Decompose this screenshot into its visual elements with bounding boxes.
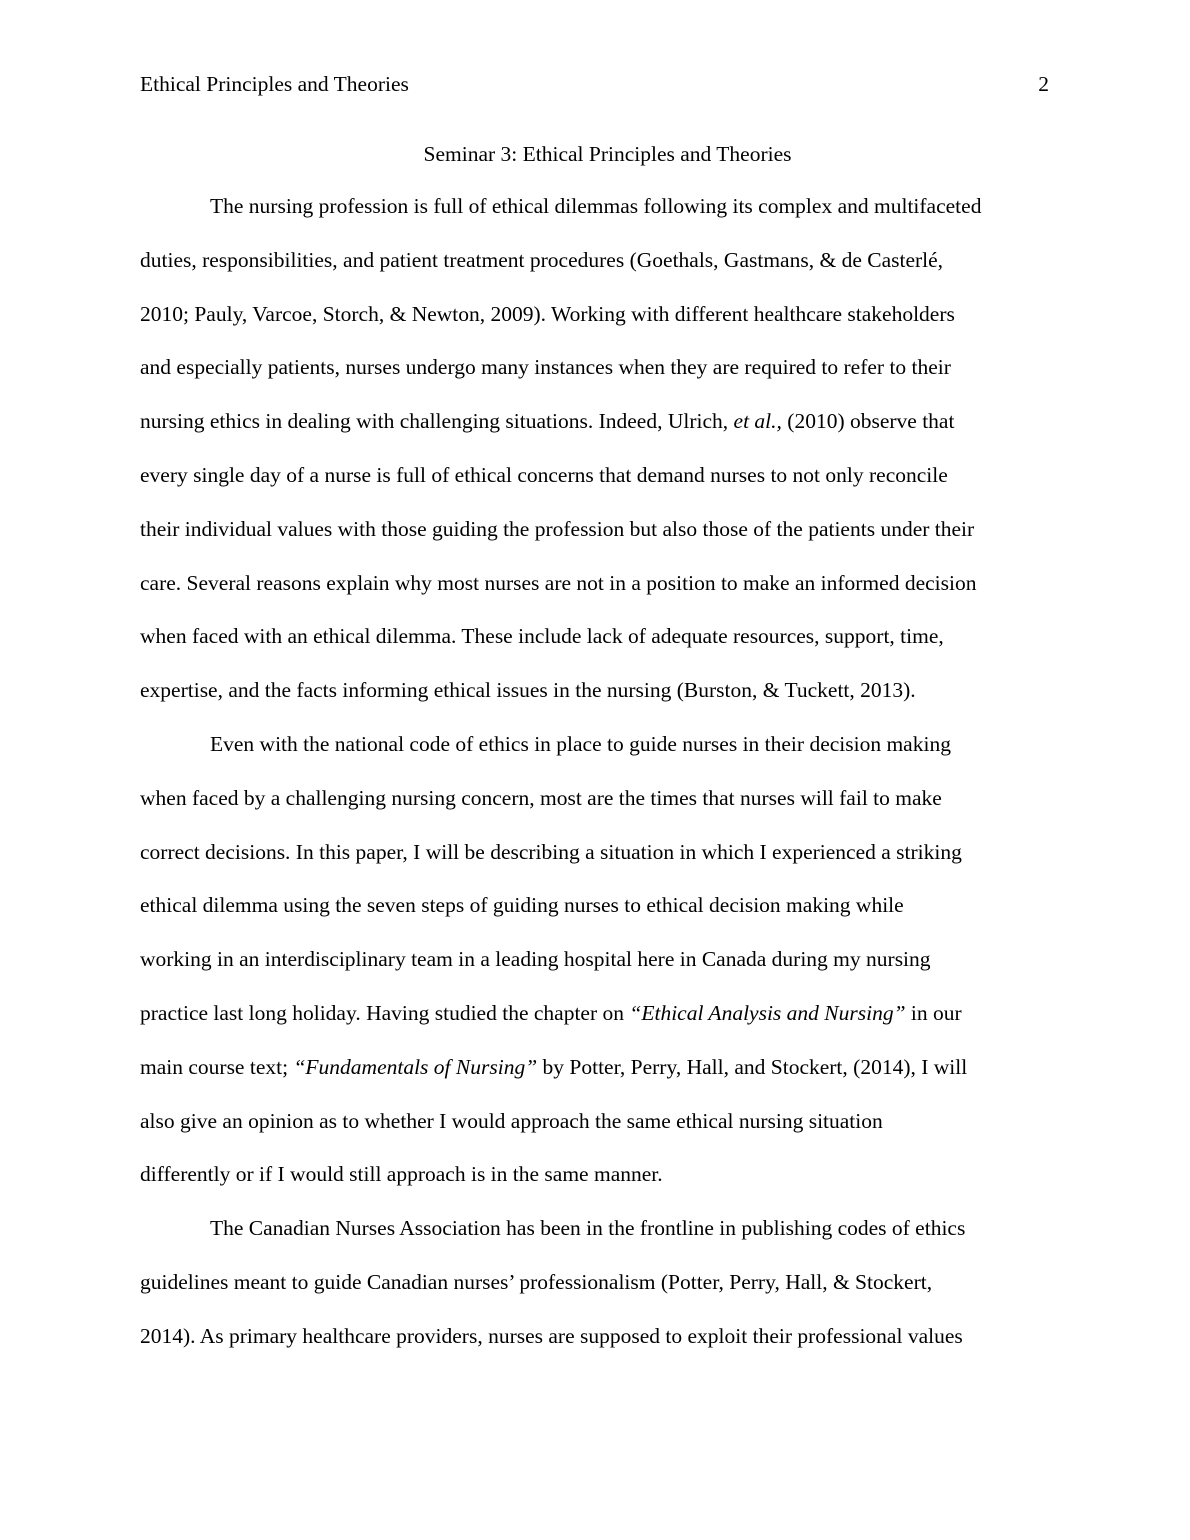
text-line	[140, 1202, 1060, 1256]
body-text	[140, 180, 1060, 1364]
text-segment: 2014). As primary healthcare providers, nurses are supposed to exploit their professional values	[140, 1323, 963, 1348]
text-segment: also give an opinion as to whether I would approach the same ethical nursing situation	[140, 1108, 883, 1133]
text-line	[140, 987, 1060, 1041]
text-segment: guidelines meant to guide Canadian nurses’ professionalism (Potter, Perry, Hall, & Stockert,	[140, 1269, 933, 1294]
text-line	[140, 772, 1060, 826]
text-segment: main course text;	[140, 1054, 294, 1079]
text-line	[140, 879, 1060, 933]
document-title: Seminar 3: Ethical Principles and Theories	[423, 142, 792, 166]
text-segment: by Potter, Perry, Hall, and Stockert, (2014), I will	[537, 1054, 968, 1079]
text-line	[140, 557, 1060, 611]
text-line	[140, 718, 1060, 772]
text-line	[140, 1041, 1060, 1095]
text-segment: ethical dilemma using the seven steps of guiding nurses to ethical decision making while	[140, 893, 904, 918]
text-segment: correct decisions. In this paper, I will be describing a situation in which I experienced a striking	[140, 839, 962, 864]
italic-text-segment: “Fundamentals of Nursing”	[293, 1054, 538, 1079]
text-line	[140, 395, 1060, 449]
text-line	[140, 826, 1060, 880]
text-line	[140, 180, 1060, 234]
text-segment: every single day of a nurse is full of ethical concerns that demand nurses to not only reconcile	[140, 462, 948, 487]
text-segment: care. Several reasons explain why most nurses are not in a position to make an informed decision	[140, 570, 977, 595]
running-head: Ethical Principles and Theories	[140, 72, 409, 96]
text-segment: nursing ethics in dealing with challenging situations. Indeed, Ulrich,	[140, 409, 734, 434]
page-number: 2	[1038, 72, 1049, 96]
text-segment: when faced by a challenging nursing concern, most are the times that nurses will fail to make	[140, 785, 942, 810]
text-line	[140, 610, 1060, 664]
text-segment: practice last long holiday. Having studied the chapter on	[140, 1000, 630, 1025]
text-line	[140, 341, 1060, 395]
text-segment: duties, responsibilities, and patient treatment procedures (Goethals, Gastmans, & de Casterlé,	[140, 247, 944, 272]
italic-text-segment: “Ethical Analysis and Nursing”	[629, 1000, 906, 1025]
text-line	[140, 449, 1060, 503]
text-segment: their individual values with those guiding the profession but also those of the patients under their	[140, 516, 975, 541]
italic-text-segment: et al.,	[733, 409, 782, 434]
text-segment: 2010; Pauly, Varcoe, Storch, & Newton, 2009). Working with different healthcare stakeholders	[140, 301, 955, 326]
text-segment: Even with the national code of ethics in place to guide nurses in their decision making	[210, 731, 951, 756]
text-segment: when faced with an ethical dilemma. These include lack of adequate resources, support, time,	[140, 624, 944, 649]
text-line	[140, 1148, 1060, 1202]
text-line	[140, 1256, 1060, 1310]
text-line	[140, 933, 1060, 987]
text-line	[140, 503, 1060, 557]
text-line	[140, 288, 1060, 342]
text-segment: and especially patients, nurses undergo many instances when they are required to refer to their	[140, 355, 951, 380]
text-segment: The nursing profession is full of ethical dilemmas following its complex and multifaceted	[210, 194, 982, 218]
text-line	[140, 1310, 1060, 1364]
text-segment: in our	[905, 1000, 962, 1025]
text-line	[140, 234, 1060, 288]
text-line	[140, 1095, 1060, 1149]
text-segment: The Canadian Nurses Association has been in the frontline in publishing codes of ethics	[210, 1216, 966, 1241]
text-line	[140, 664, 1060, 718]
text-segment: differently or if I would still approach is in the same manner.	[140, 1162, 663, 1187]
text-segment: expertise, and the facts informing ethical issues in the nursing (Burston, & Tuckett, 2013).	[140, 678, 916, 703]
text-segment: (2010) observe that	[781, 409, 955, 434]
text-segment: working in an interdisciplinary team in a leading hospital here in Canada during my nursing	[140, 947, 931, 972]
